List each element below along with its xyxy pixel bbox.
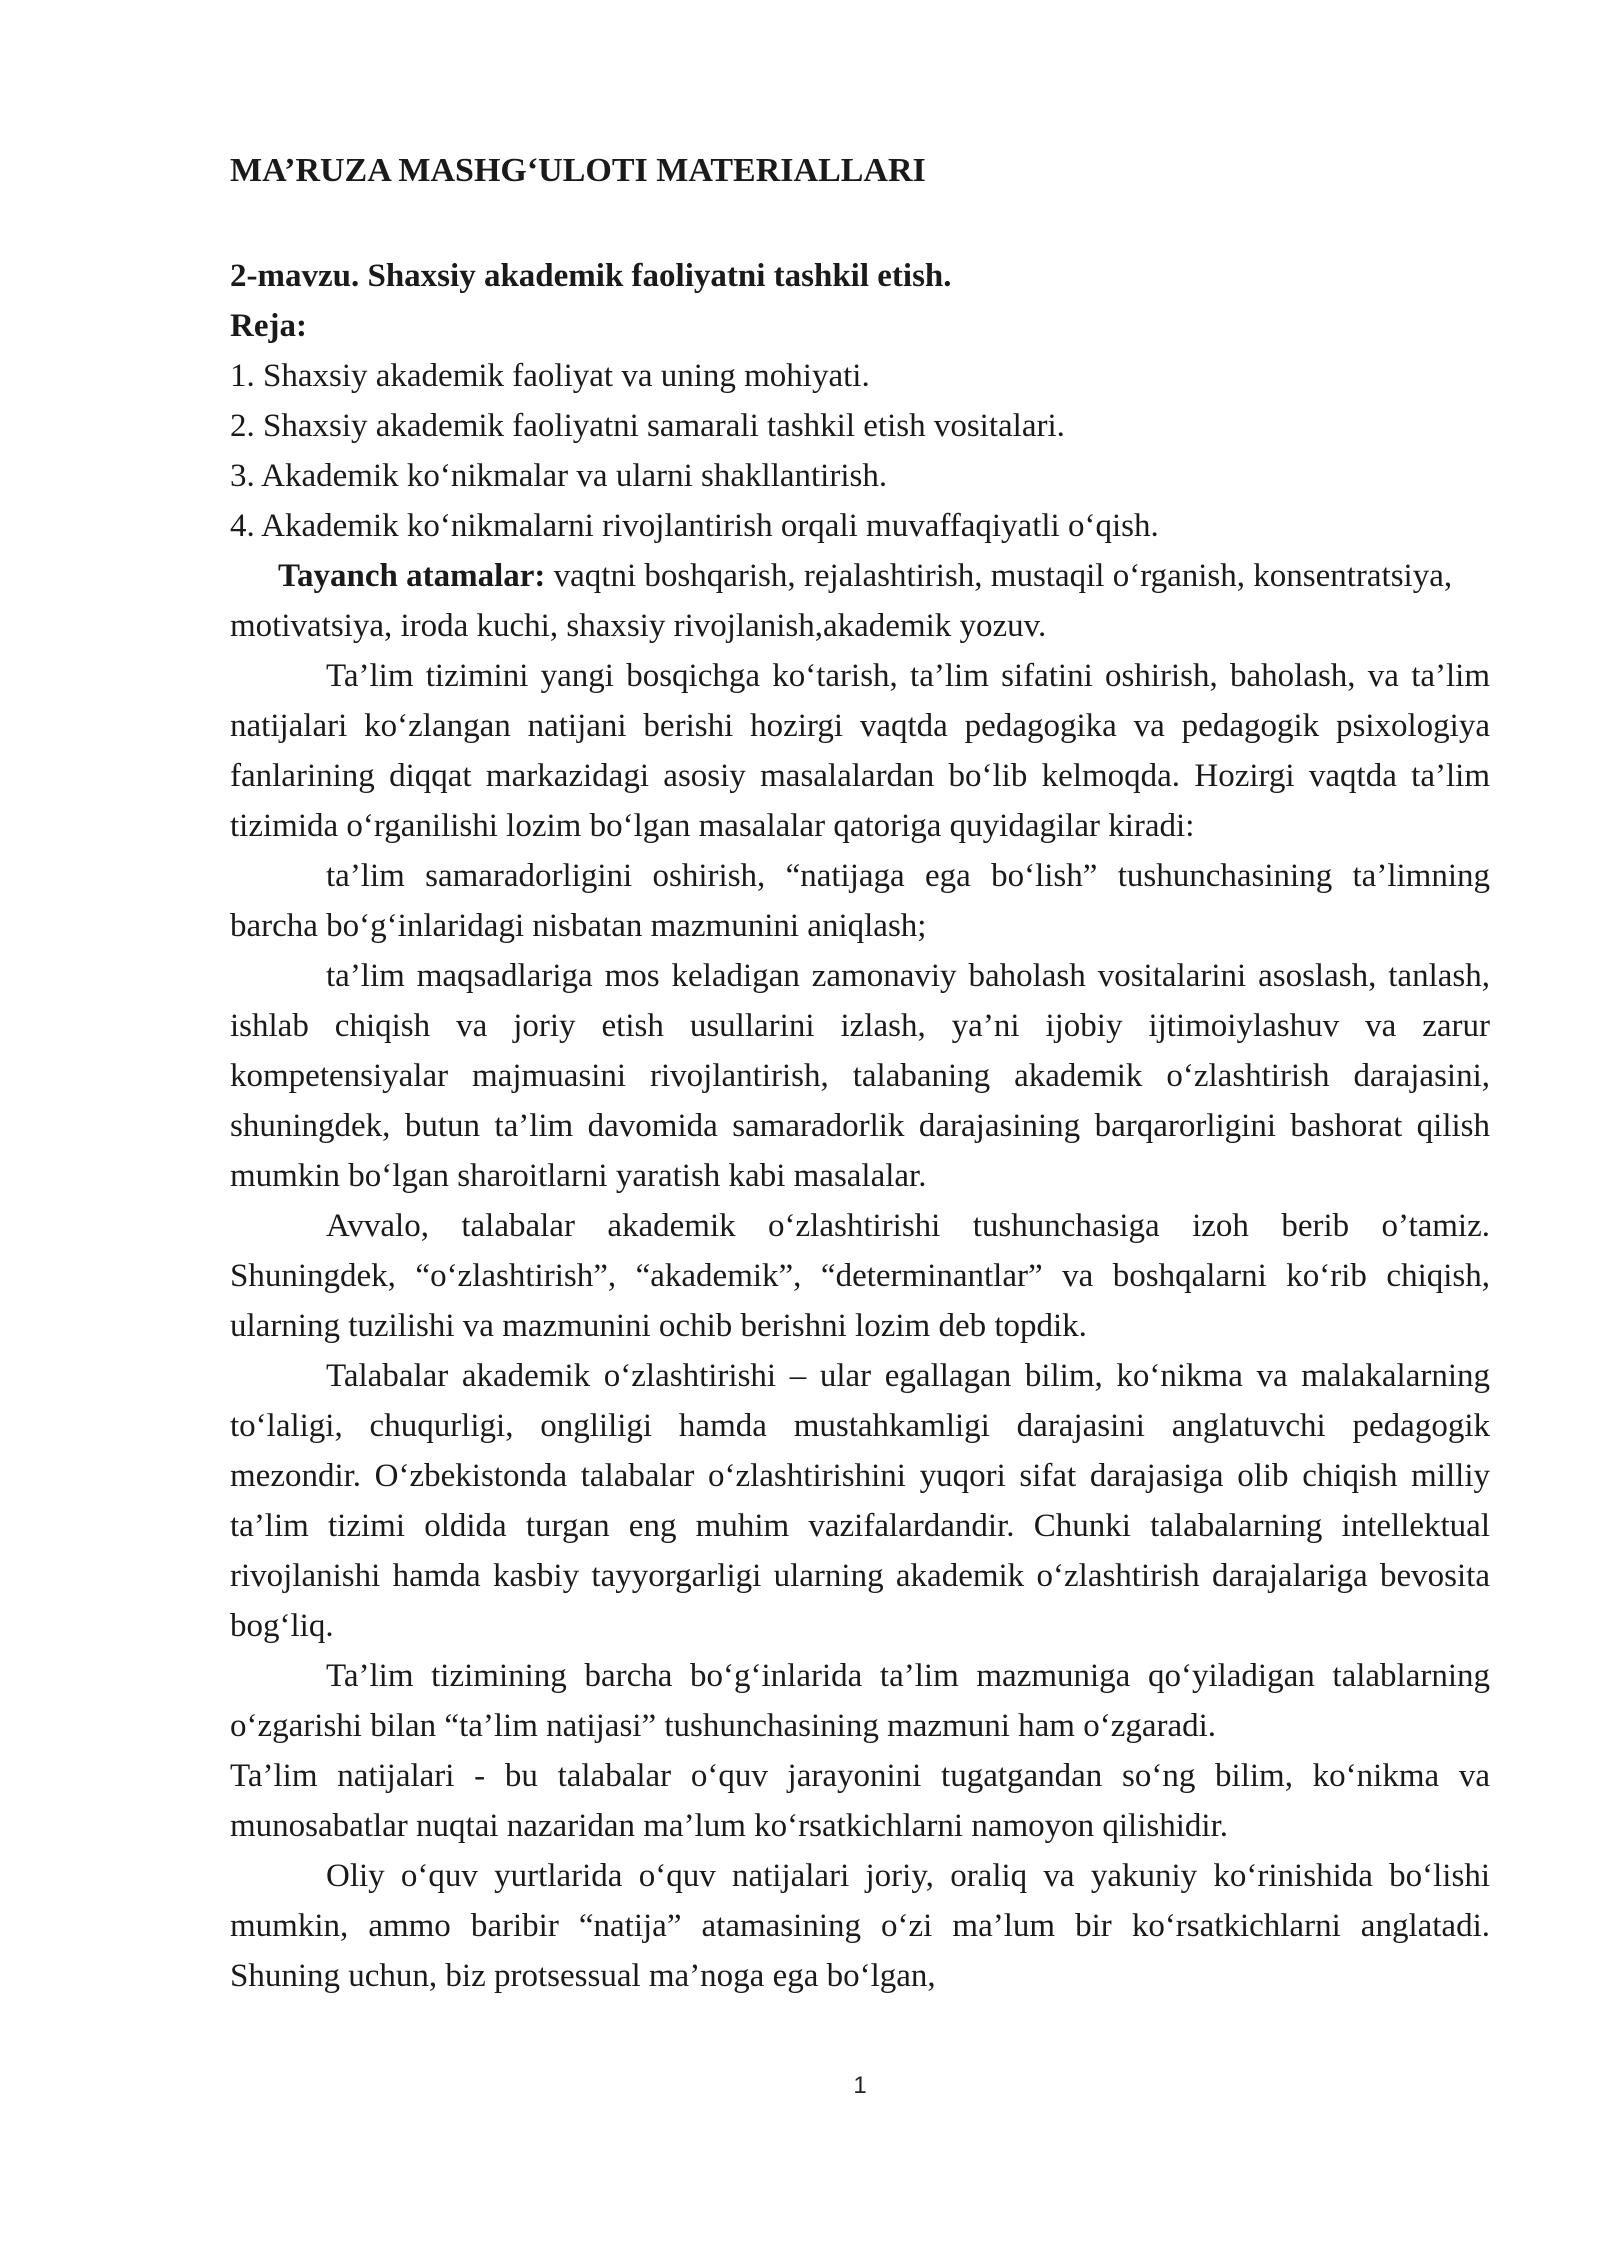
body-paragraph-8: Oliy o‘quv yurtlarida o‘quv natijalari joriy, oraliq va yakuniy ko‘rinishida bo‘lishi mumkin, ammo baribir “natija” atamasining o‘zi ma’lum bir ko‘rsatkichlarni anglatadi. Shuning uchun, biz protsessual ma’noga ega bo‘lgan, (230, 1858, 1490, 1994)
plan-item-1: 1. Shaxsiy akademik faoliyat va uning mohiyati. (230, 358, 870, 394)
body-paragraph-3: ta’lim maqsadlariga mos keladigan zamonaviy baholash vositalarini asoslash, tanlash, ishlab chiqish va joriy etish usullarini izlash, ya’ni ijobiy ijtimoiylashuv va zarur kompetensiyalar majmuasini rivojlantirish, talabaning akademik o‘zlashtirish darajasini, shuningdek, butun ta’lim davomida samaradorlik darajasining barqarorligini bashorat qilish mumkin bo‘lgan sharoitlarni yaratish kabi masalalar. (230, 958, 1490, 1194)
body-paragraph-1: Ta’lim tizimini yangi bosqichga ko‘tarish, ta’lim sifatini oshirish, baholash, va ta’lim natijalari ko‘zlangan natijani berishi hozirgi vaqtda pedagogika va pedagogik psixologiya fanlarining diqqat markazidagi asosiy masalalardan bo‘lib kelmoqda. Hozirgi vaqtda ta’lim tizimida o‘rganilishi lozim bo‘lgan masalalar qatoriga quyidagilar kiradi: (230, 658, 1490, 844)
topic-heading: 2-mavzu. Shaxsiy akademik faoliyatni tashkil etish. (230, 258, 952, 294)
body-paragraph-6: Ta’lim tizimining barcha bo‘g‘inlarida ta’lim mazmuniga qo‘yiladigan talablarning o‘zgarishi bilan “ta’lim natijasi” tushunchasining mazmuni ham o‘zgaradi. (230, 1658, 1490, 1744)
document-title: MA’RUZA MASHG‘ULOTI MATERIALLARI (230, 152, 926, 189)
body-paragraph-7: Ta’lim natijalari - bu talabalar o‘quv jarayonini tugatgandan so‘ng bilim, ko‘nikma va munosabatlar nuqtai nazaridan ma’lum ko‘rsatkichlarni namoyon qilishidir. (230, 1758, 1490, 1844)
document-body (230, 251, 1490, 2001)
body-paragraph-5: Talabalar akademik o‘zlashtirishi – ular egallagan bilim, ko‘nikma va malakalarning to‘laligi, chuqurligi, ongliligi hamda mustahkamligi darajasini anglatuvchi pedagogik mezondir. O‘zbekistonda talabalar o‘zlashtirishini yuqori sifat darajasiga olib chiqish milliy ta’lim tizimi oldida turgan eng muhim vazifalardandir. Chunki talabalarning intellektual rivojlanishi hamda kasbiy tayyorgarligi ularning akademik o‘zlashtirish darajalariga bevosita bog‘liq. (230, 1358, 1490, 1644)
plan-item-2: 2. Shaxsiy akademik faoliyatni samarali tashkil etish vositalari. (230, 408, 1065, 444)
keywords-text: vaqtni boshqarish, rejalashtirish, mustaqil o‘rganish, konsentratsiya, motivatsiya, iroda kuchi, shaxsiy rivojlanish,akademik yozuv. (230, 558, 1453, 644)
plan-item-3: 3. Akademik ko‘nikmalar va ularni shakllantirish. (230, 458, 888, 494)
plan-item-4: 4. Akademik ko‘nikmalarni rivojlantirish orqali muvaffaqiyatli o‘qish. (230, 508, 1159, 544)
body-paragraph-4: Avvalo, talabalar akademik o‘zlashtirishi tushunchasiga izoh berib o’tamiz. Shuningdek, “o‘zlashtirish”, “akademik”, “determinantlar” va boshqalarni ko‘rib chiqish, ularning tuzilishi va mazmunini ochib berishni lozim deb topdik. (230, 1208, 1490, 1344)
keywords-paragraph (230, 551, 1490, 651)
page-number: 1 (853, 2072, 867, 2099)
plan-label: Reja: (230, 308, 307, 344)
keywords-label: Tayanch atamalar: (278, 558, 546, 594)
body-paragraph-2: ta’lim samaradorligini oshirish, “natijaga ega bo‘lish” tushunchasining ta’limning barcha bo‘g‘inlaridagi nisbatan mazmunini aniqlash; (230, 858, 1490, 944)
